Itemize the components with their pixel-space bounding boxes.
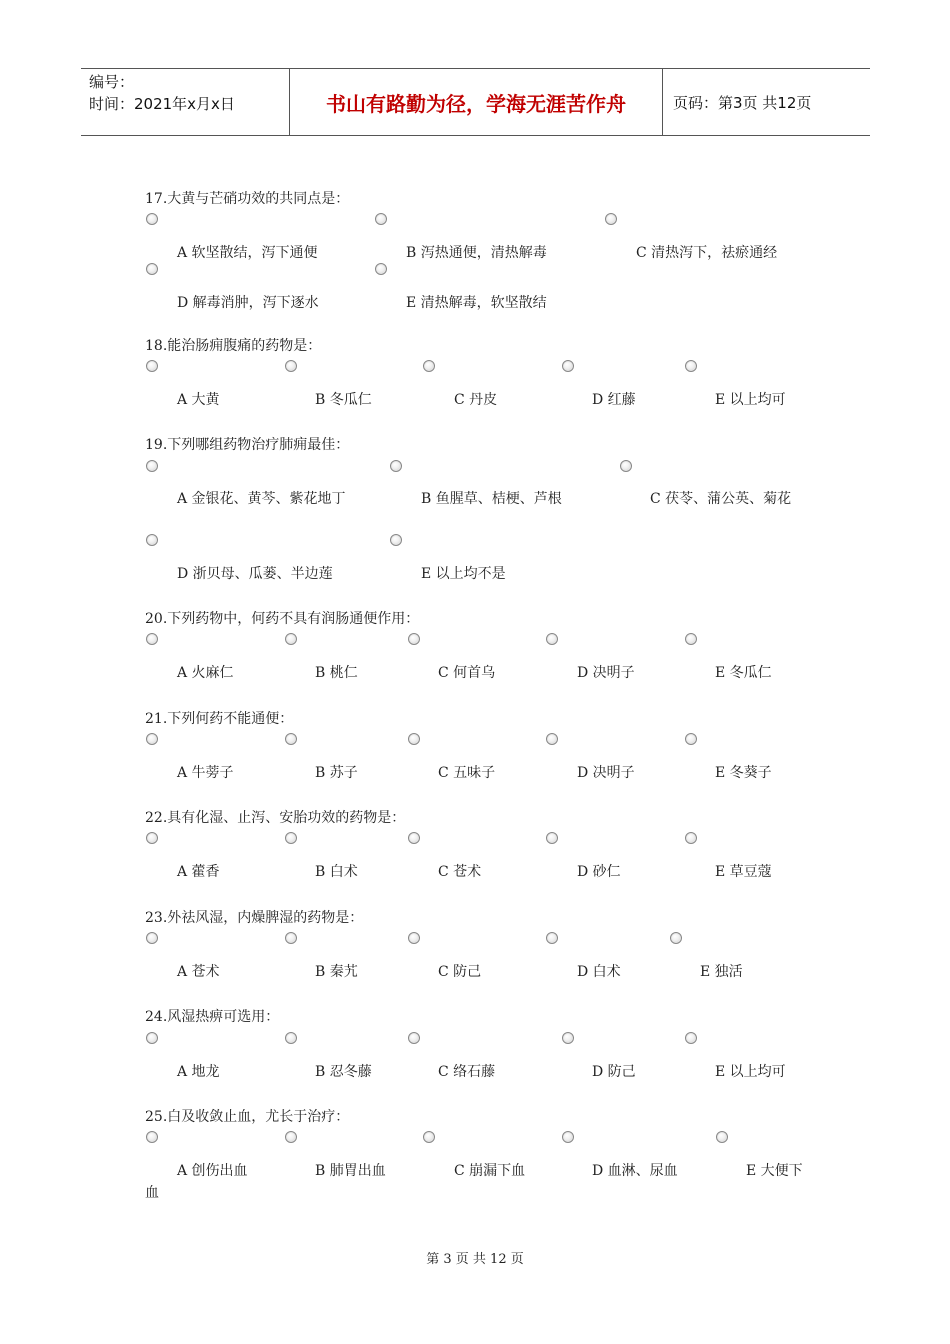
q19-option-a-label: A 金银花、黄芩、紫花地丁: [177, 491, 346, 507]
q23-option-c-label: C 防己: [438, 964, 482, 980]
question-21-title: 21.下列何药不能通便：: [145, 711, 294, 727]
q24-option-d-radio[interactable]: [562, 1032, 574, 1044]
q18-option-d-radio[interactable]: [562, 360, 574, 372]
q23-option-a-label: A 苍术: [177, 964, 220, 980]
q24-option-e-label: E 以上均可: [715, 1064, 786, 1080]
header-page-info: 页码：第3页 共12页: [673, 93, 812, 112]
question-24-title: 24.风湿热痹可选用：: [145, 1009, 280, 1025]
q20-option-c-radio[interactable]: [408, 633, 420, 645]
q18-option-c-radio[interactable]: [423, 360, 435, 372]
q24-option-a-label: A 地龙: [177, 1064, 220, 1080]
q19-option-b-label: B 鱼腥草、桔梗、芦根: [421, 491, 562, 507]
q24-option-a-radio[interactable]: [146, 1032, 158, 1044]
q23-option-e-radio[interactable]: [670, 932, 682, 944]
q24-option-b-radio[interactable]: [285, 1032, 297, 1044]
q25-option-e-radio[interactable]: [716, 1131, 728, 1143]
q22-option-c-label: C 苍术: [438, 864, 482, 880]
q19-option-c-label: C 茯苓、蒲公英、菊花: [650, 491, 792, 507]
q25-option-c-radio[interactable]: [423, 1131, 435, 1143]
q25-option-d-label: D 血淋、尿血: [592, 1163, 678, 1179]
q18-option-a-label: A 大黄: [177, 392, 220, 408]
document-number-label: 编号：: [89, 73, 135, 91]
question-18-title: 18.能治肠痈腹痛的药物是：: [145, 338, 322, 354]
q17-option-c-radio[interactable]: [605, 213, 617, 225]
q20-option-e-radio[interactable]: [685, 633, 697, 645]
question-22-title: 22.具有化湿、止泻、安胎功效的药物是：: [145, 810, 406, 826]
q21-option-d-radio[interactable]: [546, 733, 558, 745]
q20-option-d-radio[interactable]: [546, 633, 558, 645]
q17-option-d-label: D 解毒消肿，泻下逐水: [177, 295, 319, 311]
q20-option-b-label: B 桃仁: [315, 665, 358, 681]
q23-option-b-radio[interactable]: [285, 932, 297, 944]
q21-option-d-label: D 决明子: [577, 765, 635, 781]
q22-option-a-radio[interactable]: [146, 832, 158, 844]
q21-option-c-label: C 五味子: [438, 765, 496, 781]
q23-option-b-label: B 秦艽: [315, 964, 358, 980]
q23-option-c-radio[interactable]: [408, 932, 420, 944]
q18-option-c-label: C 丹皮: [454, 392, 498, 408]
q17-option-a-label: A 软坚散结，泻下通便: [177, 245, 318, 261]
q22-option-b-label: B 白术: [315, 864, 358, 880]
q17-option-d-radio[interactable]: [146, 263, 158, 275]
q23-option-a-radio[interactable]: [146, 932, 158, 944]
header-meta: [81, 69, 290, 135]
question-20-title: 20.下列药物中，何药不具有润肠通便作用：: [145, 611, 420, 627]
q25-option-e-label: E 大便下: [746, 1163, 803, 1179]
q24-option-c-label: C 络石藤: [438, 1064, 496, 1080]
q21-option-e-radio[interactable]: [685, 733, 697, 745]
q22-option-b-radio[interactable]: [285, 832, 297, 844]
q24-option-e-radio[interactable]: [685, 1032, 697, 1044]
q19-option-d-label: D 浙贝母、瓜蒌、半边莲: [177, 566, 333, 582]
q25-option-d-radio[interactable]: [562, 1131, 574, 1143]
header-motto: 书山有路勤为径，学海无涯苦作舟: [290, 69, 663, 135]
question-23-title: 23.外祛风湿，内燥脾湿的药物是：: [145, 910, 364, 926]
q19-option-c-radio[interactable]: [620, 460, 632, 472]
q21-option-b-label: B 苏子: [315, 765, 358, 781]
q24-option-b-label: B 忍冬藤: [315, 1064, 372, 1080]
q21-option-e-label: E 冬葵子: [715, 765, 772, 781]
q25-option-a-label: A 创伤出血: [177, 1163, 248, 1179]
q25-option-e-label-continuation: 血: [145, 1185, 159, 1201]
q24-option-c-radio[interactable]: [408, 1032, 420, 1044]
q18-option-a-radio[interactable]: [146, 360, 158, 372]
q21-option-b-radio[interactable]: [285, 733, 297, 745]
q21-option-a-radio[interactable]: [146, 733, 158, 745]
q22-option-d-radio[interactable]: [546, 832, 558, 844]
q18-option-b-label: B 冬瓜仁: [315, 392, 372, 408]
q17-option-e-radio[interactable]: [375, 263, 387, 275]
q20-option-c-label: C 何首乌: [438, 665, 496, 681]
q20-option-a-label: A 火麻仁: [177, 665, 234, 681]
q22-option-c-radio[interactable]: [408, 832, 420, 844]
question-19-title: 19.下列哪组药物治疗肺痈最佳：: [145, 437, 350, 453]
q22-option-e-label: E 草豆蔻: [715, 864, 772, 880]
q19-option-a-radio[interactable]: [146, 460, 158, 472]
document-date: 时间：2021年x月x日: [89, 95, 235, 113]
q23-option-d-radio[interactable]: [546, 932, 558, 944]
q17-option-b-radio[interactable]: [375, 213, 387, 225]
q17-option-b-label: B 泻热通便，清热解毒: [406, 245, 547, 261]
q20-option-b-radio[interactable]: [285, 633, 297, 645]
question-17-title: 17.大黄与芒硝功效的共同点是：: [145, 191, 350, 207]
q25-option-c-label: C 崩漏下血: [454, 1163, 526, 1179]
q18-option-e-radio[interactable]: [685, 360, 697, 372]
q20-option-d-label: D 决明子: [577, 665, 635, 681]
q19-option-b-radio[interactable]: [390, 460, 402, 472]
question-25-title: 25.白及收敛止血，尤长于治疗：: [145, 1109, 350, 1125]
page-footer: 第 3 页 共 12 页: [426, 1252, 524, 1267]
q17-option-c-label: C 清热泻下，祛瘀通经: [636, 245, 778, 261]
q18-option-b-radio[interactable]: [285, 360, 297, 372]
q18-option-d-label: D 红藤: [592, 392, 636, 408]
q19-option-d-radio[interactable]: [146, 534, 158, 546]
q24-option-d-label: D 防己: [592, 1064, 636, 1080]
q18-option-e-label: E 以上均可: [715, 392, 786, 408]
q17-option-a-radio[interactable]: [146, 213, 158, 225]
q25-option-b-radio[interactable]: [285, 1131, 297, 1143]
q20-option-e-label: E 冬瓜仁: [715, 665, 772, 681]
q19-option-e-radio[interactable]: [390, 534, 402, 546]
q22-option-e-radio[interactable]: [685, 832, 697, 844]
q25-option-a-radio[interactable]: [146, 1131, 158, 1143]
page-header: [81, 68, 870, 136]
q25-option-b-label: B 肺胃出血: [315, 1163, 386, 1179]
q19-option-e-label: E 以上均不是: [421, 566, 506, 582]
q22-option-d-label: D 砂仁: [577, 864, 621, 880]
q21-option-a-label: A 牛蒡子: [177, 765, 234, 781]
q20-option-a-radio[interactable]: [146, 633, 158, 645]
q23-option-d-label: D 白术: [577, 964, 621, 980]
q23-option-e-label: E 独活: [700, 964, 743, 980]
q21-option-c-radio[interactable]: [408, 733, 420, 745]
q17-option-e-label: E 清热解毒，软坚散结: [406, 295, 547, 311]
q22-option-a-label: A 藿香: [177, 864, 220, 880]
